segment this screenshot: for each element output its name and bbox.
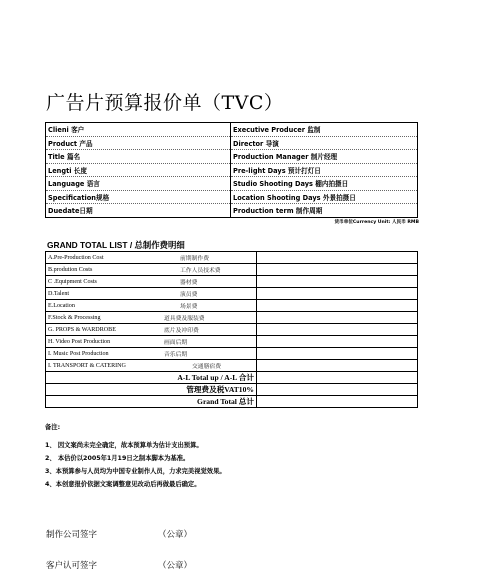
info-left-cell: Clieni 客户 (46, 123, 231, 137)
table-row (46, 348, 418, 360)
signature-label: 制作公司签字 (46, 530, 98, 540)
cost-value-cell (257, 324, 418, 336)
cost-item-en: F.Stock & Processing (46, 312, 165, 324)
info-row (46, 136, 418, 150)
note-item: 4、本创意报价依据文案调整意见改动后再做最后确定。 (45, 481, 201, 488)
info-right-cell: Production term 制作周期 (233, 207, 323, 216)
info-right-cell: Studio Shooting Days 棚内拍摄日 (231, 177, 418, 191)
info-row (46, 123, 418, 137)
cost-item-cn: 交通膳宿费 (164, 360, 257, 372)
cost-item-en: G. PROPS & WARDROBE (46, 324, 165, 336)
cost-item-en: I. Music Post Production (46, 348, 165, 360)
cost-value-cell (257, 276, 418, 288)
table-row (46, 336, 418, 348)
currency-note: 货币单位Currency Unit: 人民币 RMB (334, 220, 419, 225)
cost-value-cell (257, 348, 418, 360)
grand-total-table (45, 251, 418, 408)
grand-total-value-cell (257, 396, 418, 408)
grand-total-label: Grand Total 总计 (46, 396, 257, 408)
table-row (46, 288, 418, 300)
cost-item-cn: 底片及冲印费 (164, 324, 257, 336)
production-company-signature (46, 528, 193, 540)
subtotal-value-cell (257, 372, 418, 384)
signature-label: 客户认可签字 (46, 561, 98, 571)
document-title: 广告片预算报价单（TVC） (46, 92, 284, 114)
grand-total-row (46, 396, 418, 408)
info-left-cell: Specification规格 (46, 190, 231, 204)
cost-item-cn: 演员费 (164, 288, 257, 300)
info-right-cell: Director 导演 (231, 136, 418, 150)
info-row (46, 163, 418, 177)
cost-value-cell (257, 360, 418, 372)
project-info-table (45, 122, 418, 218)
info-row (46, 190, 418, 204)
notes-heading: 备注: (45, 424, 61, 431)
cost-item-cn: 工作人员技术费 (164, 264, 257, 276)
cost-value-cell (257, 288, 418, 300)
tax-row (46, 384, 418, 396)
cost-item-en: H. Video Post Production (46, 336, 165, 348)
cost-value-cell (257, 264, 418, 276)
cost-item-cn: 前期制作费 (164, 252, 257, 264)
cost-item-en: E.Location (46, 300, 165, 312)
tax-label: 管理费及税VAT10% (46, 384, 257, 396)
cost-item-en: B.prodution Costs (46, 264, 165, 276)
info-left-cell: Product 产品 (46, 136, 231, 150)
table-row (46, 312, 418, 324)
notes-section (45, 421, 226, 491)
info-right-cell: Pre-light Days 预计打灯日 (231, 163, 418, 177)
info-right-cell: Location Shooting Days 外景拍摄日 (231, 190, 418, 204)
cost-value-cell (257, 336, 418, 348)
info-right-cell: Production Manager 制片经理 (231, 150, 418, 164)
info-row (46, 177, 418, 191)
info-row (46, 204, 418, 218)
note-item: 1、 因文案尚未完全确定，故本预算单为估计支出预算。 (45, 442, 203, 449)
seal-label: （公章） (158, 530, 193, 540)
table-row (46, 276, 418, 288)
info-left-cell: Language 语言 (46, 177, 231, 191)
cost-item-en: D.Talent (46, 288, 165, 300)
note-item: 3、本预算参与人员均为中国专业制作人员，力求完美视觉效果。 (45, 468, 226, 475)
table-row (46, 324, 418, 336)
cost-item-cn: 音乐后期 (164, 348, 257, 360)
table-row (46, 252, 418, 264)
info-right-cell: Executive Producer 监制 (231, 123, 418, 137)
info-row (46, 150, 418, 164)
client-signature (46, 559, 193, 571)
seal-label: （公章） (158, 561, 193, 571)
tax-value-cell (257, 384, 418, 396)
cost-value-cell (257, 312, 418, 324)
info-left-cell: Duedate日期 (46, 204, 231, 218)
cost-item-cn: 画面后期 (164, 336, 257, 348)
table-row (46, 360, 418, 372)
cost-value-cell (257, 252, 418, 264)
cost-item-cn: 道具费及服装费 (164, 312, 257, 324)
note-item: 2、 本估价以2005年1月19日之制本脚本为基准。 (45, 455, 190, 462)
table-row (46, 300, 418, 312)
cost-value-cell (257, 300, 418, 312)
cost-item-cn: 器材费 (164, 276, 257, 288)
subtotal-row (46, 372, 418, 384)
info-left-cell: Lengti 长度 (46, 163, 231, 177)
table-row (46, 264, 418, 276)
subtotal-label: A-L Total up / A-L 合计 (46, 372, 257, 384)
cost-item-cn: 场景费 (164, 300, 257, 312)
cost-item-en: I. TRANSPORT & CATERING (46, 360, 165, 372)
grand-total-heading: GRAND TOTAL LIST / 总制作费明细 (47, 240, 185, 250)
cost-item-en: A.Pre-Production Cost (46, 252, 165, 264)
cost-item-en: C .Equipment Costs (46, 276, 165, 288)
info-left-cell: Title 篇名 (46, 150, 231, 164)
